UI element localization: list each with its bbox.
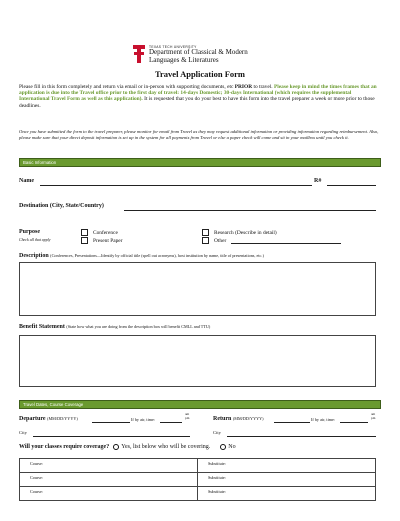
benefit-statement-label: Benefit Statement (State how what you are doing from the description box will benefit CMLL and TTU): [19, 324, 211, 330]
name-input[interactable]: [40, 185, 312, 186]
university-name: TEXAS TECH UNIVERSITY: [149, 45, 197, 49]
coverage-yes-radio[interactable]: [113, 444, 119, 450]
other-checkbox[interactable]: [202, 237, 209, 244]
benefit-hint: (State how what you are doing from the description box will benefit CMLL and TTU): [66, 324, 211, 329]
present-paper-checkbox[interactable]: [81, 237, 88, 244]
return-date-input[interactable]: [274, 422, 310, 423]
return-label: Return (MM/DD/YYYY): [213, 416, 264, 422]
departure-by-air-label: If by air, time:: [131, 417, 156, 422]
table-row: [20, 473, 376, 487]
departure-city-input[interactable]: [33, 436, 190, 437]
course-cell[interactable]: Course:: [20, 459, 198, 473]
substitute-cell[interactable]: Substitute:: [198, 473, 376, 487]
department-name-line1: Department of Classical & Modern: [149, 48, 248, 56]
return-city-label: City: [213, 430, 221, 435]
table-row: [20, 487, 376, 501]
name-label: Name: [19, 178, 34, 184]
departure-label: Departure (MM/DD/YYYY): [19, 416, 78, 422]
departure-am-pm[interactable]: am pm: [185, 412, 190, 420]
course-coverage-table: [19, 458, 376, 501]
departure-date-input[interactable]: [92, 422, 130, 423]
return-by-air-label: If by air, time:: [311, 417, 336, 422]
coverage-yes-label[interactable]: Yes, list below who will be covering.: [121, 444, 211, 450]
submission-note: Once you have submitted the form to the travel preparer, please monitor for email from Travel as they may request additional information or providing information regarding reimbursement. Also, please make sure that your direct deposit information is set up in the system for all payments from Travel or else a paper check will come and sit in your mailbox until you check it.: [19, 129, 379, 140]
table-row: [20, 459, 376, 473]
coverage-question: Will your classes require coverage?: [19, 444, 110, 450]
description-hint: (Conferences, Presentations—Identify by official title (spell out acronyms), host institution by name, title of presentations, etc.): [50, 253, 264, 258]
purpose-present-paper-option[interactable]: Present Paper: [81, 237, 123, 244]
course-cell[interactable]: Course:: [20, 473, 198, 487]
coverage-no-label[interactable]: No: [228, 444, 236, 450]
r-number-label: R#: [314, 178, 322, 184]
substitute-cell[interactable]: Substitute:: [198, 487, 376, 501]
departure-time-input[interactable]: [160, 422, 182, 423]
department-header: [133, 45, 248, 69]
r-number-input[interactable]: [327, 185, 376, 186]
form-title: Travel Application Form: [154, 69, 246, 79]
section-travel-dates: Travel Dates, Course Coverage: [19, 400, 381, 409]
section-basic-information: Basic Information: [19, 158, 381, 167]
description-label: Description (Conferences, Presentations—Identify by official title (spell out acronyms), host institution by name, title of presentations, etc.): [19, 253, 264, 259]
description-textarea[interactable]: [19, 262, 376, 316]
purpose-other-option[interactable]: Other: [202, 237, 226, 244]
substitute-cell[interactable]: Substitute:: [198, 459, 376, 473]
conference-checkbox[interactable]: [81, 229, 88, 236]
double-t-logo-icon: [133, 45, 145, 63]
destination-input[interactable]: [124, 210, 376, 211]
other-input[interactable]: [231, 243, 341, 244]
department-name-line2: Languages & Literatures: [149, 55, 219, 64]
purpose-research-option[interactable]: Research (Describe in detail): [202, 229, 277, 236]
return-am-pm[interactable]: am pm: [371, 412, 376, 420]
destination-label: Destination (City, State/Country): [19, 203, 104, 209]
departure-city-label: City: [19, 430, 27, 435]
return-city-input[interactable]: [227, 436, 376, 437]
deadline-notice: Please keep in mind the times frames that an application is due into the Travel office prior to the first day of travel: 14-days Domestic; 30-days International (which requires the supplemental International Travel Form as well as this application).: [19, 84, 377, 103]
research-checkbox[interactable]: [202, 229, 209, 236]
prior-emphasis: PRIOR: [234, 84, 253, 90]
purpose-conference-option[interactable]: Conference: [81, 229, 118, 236]
return-time-input[interactable]: [340, 422, 368, 423]
course-cell[interactable]: Course:: [20, 487, 198, 501]
coverage-no-radio[interactable]: [220, 444, 226, 450]
intro-paragraph: Please fill in this form completely and return via email or in-person with supporting documents, etc PRIOR to travel. Please keep in mind the times frames that an application is due into the Travel office prior to the first day of travel: 14-days Domestic; 30-days International (which requires the supplemental International Travel Form as well as this application). It is requested that you do your best to have this form into the travel preparer a week or more prior to those deadlines.: [19, 84, 377, 109]
check-all-hint: Check all that apply: [19, 238, 51, 242]
purpose-label: Purpose: [19, 229, 40, 235]
coverage-question-row: [19, 444, 236, 450]
benefit-statement-textarea[interactable]: [19, 335, 376, 387]
